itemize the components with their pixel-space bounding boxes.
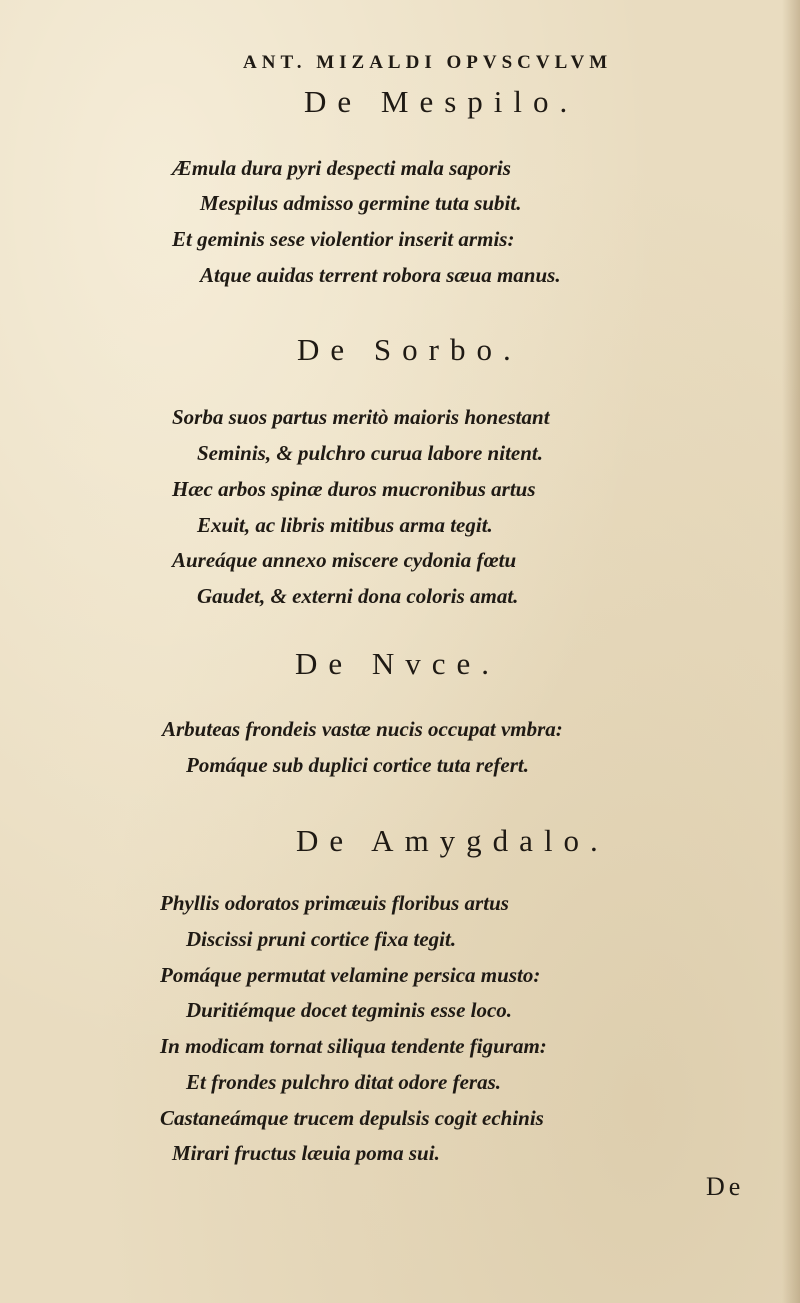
verse-line: Mirari fructus læuia poma sui. [172, 1141, 440, 1165]
verse-line: Pomáque permutat velamine persica musto: [160, 963, 541, 987]
verse-line: Atque auidas terrent robora sæua manus. [200, 263, 561, 287]
running-head: ANT. MIZALDI OPVSCVLVM [243, 52, 613, 73]
verse-line: Sorba suos partus meritò maioris honestant [172, 405, 550, 429]
verse-line: Arbuteas frondeis vastæ nucis occupat vmbra: [162, 717, 563, 741]
verse-line: Et frondes pulchro ditat odore feras. [186, 1070, 502, 1094]
verse-line: Aureáque annexo miscere cydonia fœtu [172, 548, 517, 572]
verse-line: In modicam tornat siliqua tendente figuram: [160, 1034, 547, 1058]
verse-line: Et geminis sese violentior inserit armis: [172, 227, 515, 251]
verse-line: Phyllis odoratos primæuis floribus artus [160, 891, 509, 915]
verse-line: Discissi pruni cortice fixa tegit. [186, 927, 457, 951]
section-title-mespilo: De Mespilo. [304, 84, 579, 119]
page-edge-shadow [782, 0, 800, 1303]
verse-line: Hæc arbos spinæ duros mucronibus artus [172, 477, 536, 501]
verse-line: Duritiémque docet tegminis esse loco. [186, 998, 513, 1022]
section-title-amygdalo: De Amygdalo. [296, 823, 609, 858]
verse-line: Mespilus admisso germine tuta subit. [200, 191, 522, 215]
verse-line: Exuit, ac libris mitibus arma tegit. [197, 513, 493, 537]
verse-line: Gaudet, & externi dona coloris amat. [197, 584, 519, 608]
verse-line: Pomáque sub duplici cortice tuta refert. [186, 753, 529, 777]
section-title-sorbo: De Sorbo. [297, 332, 522, 367]
catchword: De [706, 1172, 745, 1201]
verse-line: Castaneámque trucem depulsis cogit echinis [160, 1106, 544, 1130]
section-title-nvce: De Nvce. [295, 646, 501, 681]
verse-line: Æmula dura pyri despecti mala saporis [172, 156, 511, 180]
verse-line: Seminis, & pulchro curua labore nitent. [197, 441, 543, 465]
